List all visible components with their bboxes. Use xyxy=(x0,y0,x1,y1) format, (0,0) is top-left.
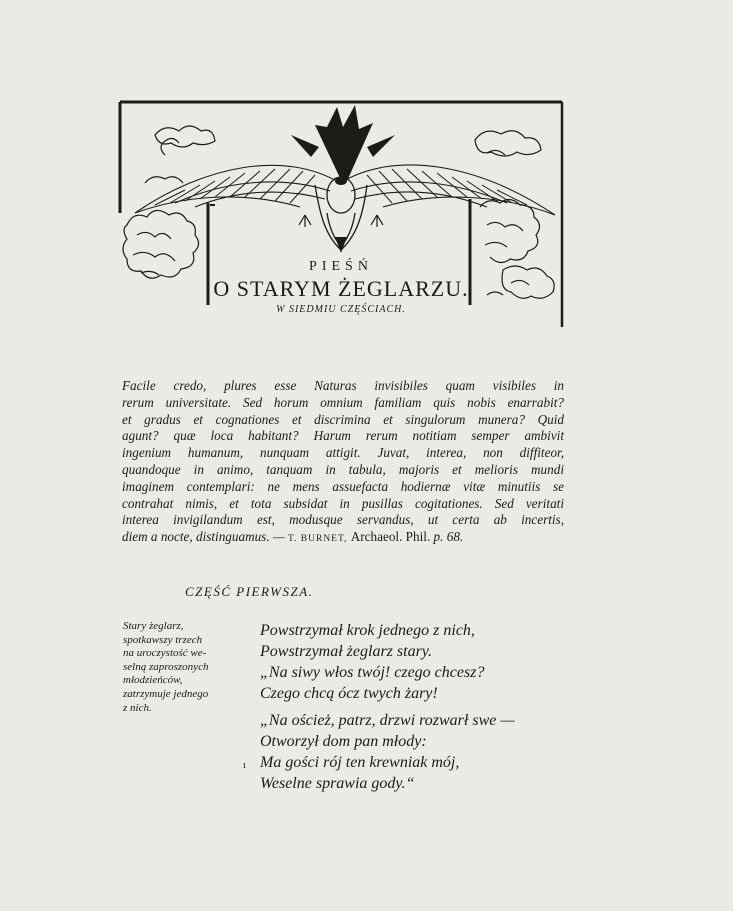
title-block xyxy=(210,258,472,316)
title-main: O STARYM ŻEGLARZU. xyxy=(213,276,469,301)
epigraph-line: rerum universitate. Sed horum omnium familiam quis nobis enarrabit? xyxy=(122,394,564,410)
verse-line: „Na siwy włos twój! czego chcesz? xyxy=(260,664,485,681)
latin-epigraph xyxy=(122,378,564,548)
epigraph-last-line xyxy=(122,529,564,548)
verse-line: Otworzył dom pan młody: xyxy=(260,733,427,750)
epigraph-line: ingenium humanum, nunquam attigit. Juvat, interea, non diffiteor, xyxy=(122,445,564,461)
gloss-line: na uroczystość we- xyxy=(123,647,207,660)
epigraph-line: Facile credo, plures esse Naturas invisibiles quam visibiles in xyxy=(122,378,564,393)
epigraph-line: agunt? quæ loca habitant? Harum rerum notitiam semper ambivit xyxy=(122,428,564,444)
stanza-2 xyxy=(260,710,580,794)
gloss-line: selną zaproszonych xyxy=(123,660,209,673)
epigraph-page: p. 68. xyxy=(433,529,464,545)
title-subtitle: W SIEDMIU CZĘŚCIACH. xyxy=(276,304,406,315)
verse-line: Weselne sprawia gody.“ xyxy=(260,775,415,792)
epigraph-source: Archaeol. Phil. xyxy=(350,529,431,545)
epigraph-line: et gradus et cognationes et discrimina et singulorum munera? Quid xyxy=(122,411,564,427)
verse-line: Powstrzymał żeglarz stary. xyxy=(260,643,433,660)
epigraph-line: contrahat nimis, et tota subsidat in pusillas cogitationes. Sed veritati xyxy=(122,495,564,511)
verse-line: Ma gości rój ten krewniak mój, xyxy=(260,754,460,771)
verse-line: Powstrzymał krok jednego z nich, xyxy=(260,622,475,639)
epigraph-line: quandoque in animo, tanquam in tabula, majoris et melioris mundi xyxy=(122,461,564,477)
epigraph-line: imaginem contemplari: ne mens assuefacta hodiernæ vitæ minutiis se xyxy=(122,478,564,494)
margin-gloss xyxy=(123,620,249,715)
stanza-1 xyxy=(260,620,580,704)
gloss-line: spotkawszy trzech xyxy=(123,633,203,646)
verse-line: Czego chcą ócz twych żary! xyxy=(260,685,438,702)
part-heading: CZĘŚĆ PIERWSZA. xyxy=(185,584,314,599)
verse-line: „Na oścież, patrz, drzwi rozwarł swe — xyxy=(260,712,515,729)
gloss-line: Stary żeglarz, xyxy=(123,620,184,632)
gloss-line: młodzieńców, xyxy=(123,674,183,687)
margin-mark: ı xyxy=(243,760,246,771)
epigraph-last-text: diem a nocte, distinguamus. — xyxy=(122,529,285,545)
epigraph-line: interea invigilandum est, modusque servandus, ut certa ab incertis, xyxy=(122,512,564,528)
epigraph-author: T. BURNET, xyxy=(287,534,348,545)
gloss-line: zatrzymuje jednego xyxy=(123,687,209,700)
title-small: PIEŚŃ xyxy=(309,259,373,274)
gloss-line: z nich. xyxy=(123,701,152,714)
